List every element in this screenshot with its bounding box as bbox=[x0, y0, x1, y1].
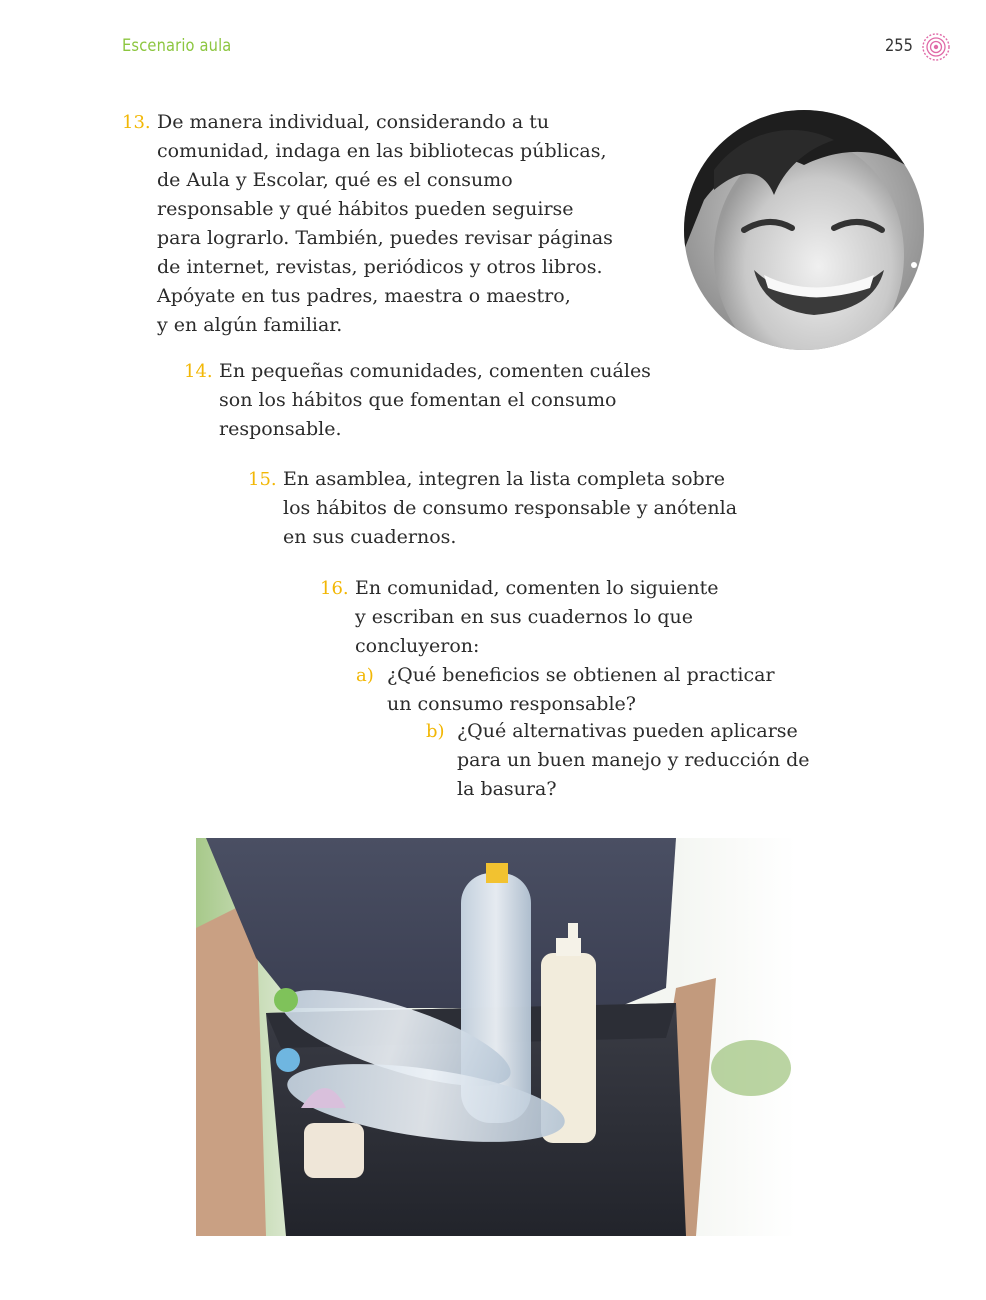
activity-number: 16. bbox=[320, 578, 349, 599]
activity-text-line: En comunidad, comenten lo siguiente bbox=[355, 577, 719, 599]
page-number: 255 bbox=[885, 36, 913, 56]
activity-text-line: en sus cuadernos. bbox=[283, 526, 457, 548]
activity-text-line: y en algún familiar. bbox=[157, 314, 343, 336]
activity-text-line: De manera individual, considerando a tu bbox=[157, 111, 550, 133]
activity-number: 14. bbox=[184, 361, 213, 382]
activity-text-line: comunidad, indaga en las bibliotecas públicas, bbox=[157, 140, 607, 162]
activity-16-subitem-a bbox=[356, 661, 775, 719]
activity-16-subitem-b bbox=[426, 717, 810, 804]
subitem-text-line: ¿Qué beneficios se obtienen al practicar bbox=[387, 664, 775, 686]
activity-text-line: de Aula y Escolar, qué es el consumo bbox=[157, 169, 513, 191]
activity-text-line: Apóyate en tus padres, maestra o maestro, bbox=[157, 285, 571, 307]
activity-text-line: responsable y qué hábitos pueden seguirse bbox=[157, 198, 574, 220]
subitem-text-line: la basura? bbox=[457, 778, 557, 800]
smiling-girl-photo bbox=[684, 110, 924, 350]
activity-text-line: para lograrlo. También, puedes revisar páginas bbox=[157, 227, 613, 249]
activity-number: 15. bbox=[248, 469, 277, 490]
activity-text-line: En asamblea, integren la lista completa sobre bbox=[283, 468, 726, 490]
activity-text-line: En pequeñas comunidades, comenten cuáles bbox=[219, 360, 651, 382]
activity-14 bbox=[184, 357, 651, 444]
activity-text-line: concluyeron: bbox=[355, 635, 480, 657]
activity-15 bbox=[248, 465, 738, 552]
activity-text-line: y escriban en sus cuadernos lo que bbox=[355, 606, 693, 628]
subitem-letter: a) bbox=[356, 665, 374, 686]
activity-text-line: son los hábitos que fomentan el consumo bbox=[219, 389, 617, 411]
subitem-text-line: ¿Qué alternativas pueden aplicarse bbox=[457, 720, 798, 742]
recycling-box-photo bbox=[196, 838, 796, 1236]
subitem-text-line: un consumo responsable? bbox=[387, 693, 636, 715]
section-title: Escenario aula bbox=[122, 36, 232, 56]
subitem-letter: b) bbox=[426, 721, 445, 742]
activity-13 bbox=[122, 108, 613, 340]
activity-text-line: responsable. bbox=[219, 418, 342, 440]
concentric-circle-icon bbox=[921, 32, 951, 62]
activity-16 bbox=[320, 574, 719, 661]
subitem-text-line: para un buen manejo y reducción de bbox=[457, 749, 810, 771]
activity-number: 13. bbox=[122, 112, 151, 133]
activity-text-line: de internet, revistas, periódicos y otros libros. bbox=[157, 256, 603, 278]
activity-text-line: los hábitos de consumo responsable y anótenla bbox=[283, 497, 738, 519]
